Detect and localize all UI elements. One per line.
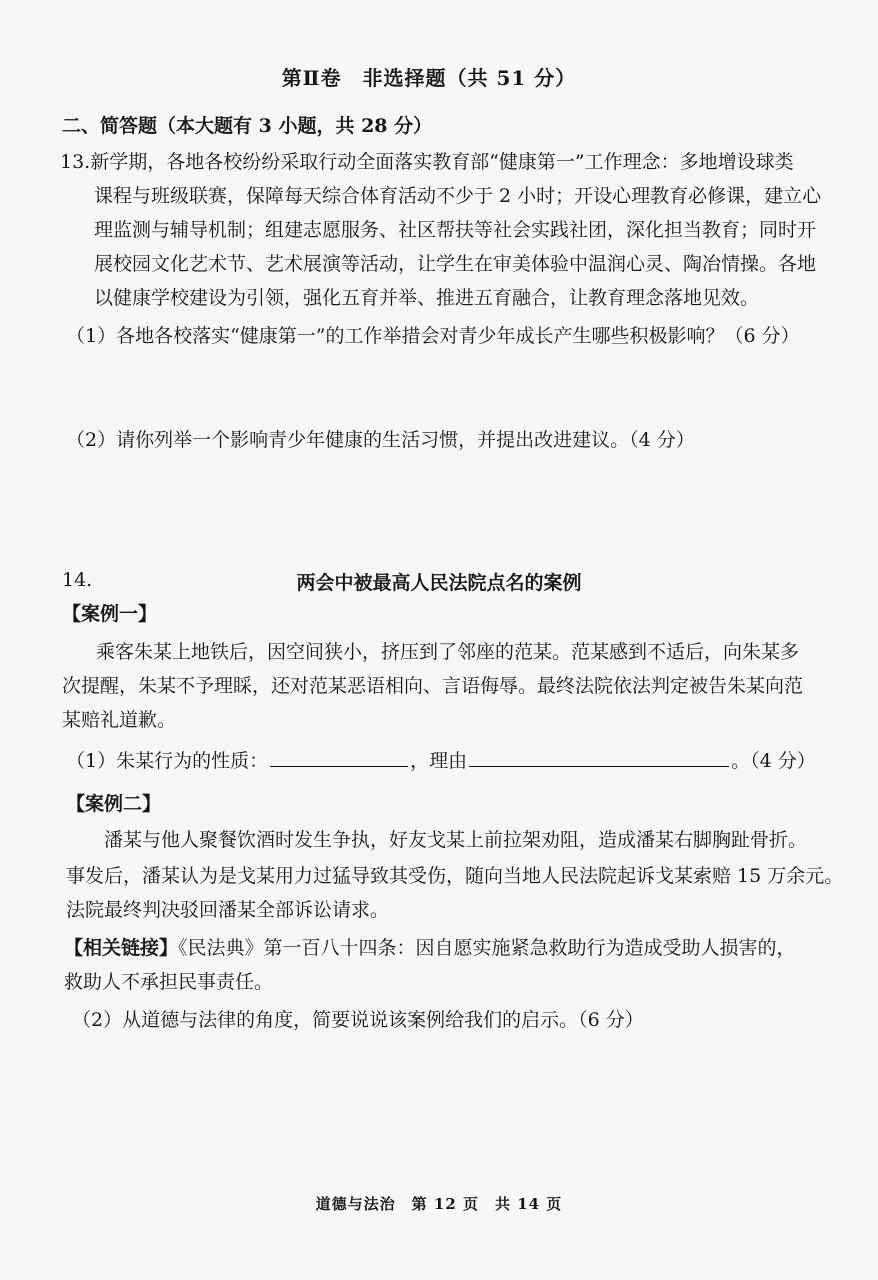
q13-text-line: 课程与班级联赛，保障每天综合体育活动不少于 2 小时；开设心理教育必修课，建立心 <box>94 185 822 207</box>
sub1-suffix: 。（4 分） <box>731 750 816 772</box>
related-link-text: 《民法典》第一百八十四条：因自愿实施紧急救助行为造成受助人损害的， <box>178 937 796 959</box>
q13-text-line: 13.新学期，各地各校纷纷采取行动全面落实教育部“健康第一”工作理念：多地增设球类 <box>60 151 794 173</box>
q13-text-line: 展校园文化艺术节、艺术展演等活动，让学生在审美体验中温润心灵、陶冶情操。各地 <box>94 253 817 275</box>
sub1-prefix: （1）朱某行为的性质： <box>66 750 269 772</box>
related-link-label: 【相关链接】 <box>64 937 179 959</box>
q14-title: 两会中被最高人民法院点名的案例 <box>296 572 582 594</box>
q14-subquestion-1 <box>66 748 816 773</box>
case1-text-line: 乘客朱某上地铁后，因空间狭小，挤压到了邻座的范某。范某感到不适后，向朱某多 <box>96 641 800 663</box>
case2-label: 【案例二】 <box>66 793 162 815</box>
q14-number: 14. <box>62 569 93 591</box>
page-footer: 道德与法治 第 12 页 共 14 页 <box>315 1195 563 1213</box>
case2-text-line: 事发后，潘某认为是戈某用力过猛导致其受伤，随向当地人民法院起诉戈某索赔 15 万余元。 <box>66 865 844 887</box>
related-link <box>64 936 796 960</box>
related-link-text-2: 救助人不承担民事责任。 <box>64 971 274 993</box>
case1-text-line: 次提醒，朱某不予理睬，还对范某恶语相向、言语侮辱。最终法院依法判定被告朱某向范 <box>62 675 804 697</box>
case2-text-line: 法院最终判决驳回潘某全部诉讼请求。 <box>66 899 390 921</box>
q13-subquestion-1: （1）各地各校落实“健康第一”的工作举措会对青少年成长产生哪些积极影响？（6 分） <box>66 325 800 347</box>
case1-text-line: 某赔礼道歉。 <box>62 709 177 731</box>
answer-blank-nature[interactable] <box>270 748 408 767</box>
sub1-mid: ，理由 <box>410 750 468 772</box>
section-heading: 二、简答题（本大题有 3 小题，共 28 分） <box>62 115 433 137</box>
q13-text-line: 理监测与辅导机制；组建志愿服务、社区帮扶等社会实践社团，深化担当教育；同时开 <box>94 219 817 241</box>
q14-subquestion-2: （2）从道德与法律的角度，简要说说该案例给我们的启示。（6 分） <box>72 1009 644 1031</box>
part-title: 第Ⅱ卷 非选择题（共 51 分） <box>281 66 577 90</box>
case2-text-line: 潘某与他人聚餐饮酒时发生争执，好友戈某上前拉架劝阻，造成潘某右脚胸趾骨折。 <box>104 829 808 851</box>
q13-subquestion-2: （2）请你列举一个影响青少年健康的生活习惯，并提出改进建议。（4 分） <box>66 429 695 451</box>
q13-text-line: 以健康学校建设为引领，强化五育并举、推进五育融合，让教育理念落地见效。 <box>94 287 760 309</box>
answer-blank-reason[interactable] <box>469 748 729 767</box>
case1-label: 【案例一】 <box>62 603 158 625</box>
